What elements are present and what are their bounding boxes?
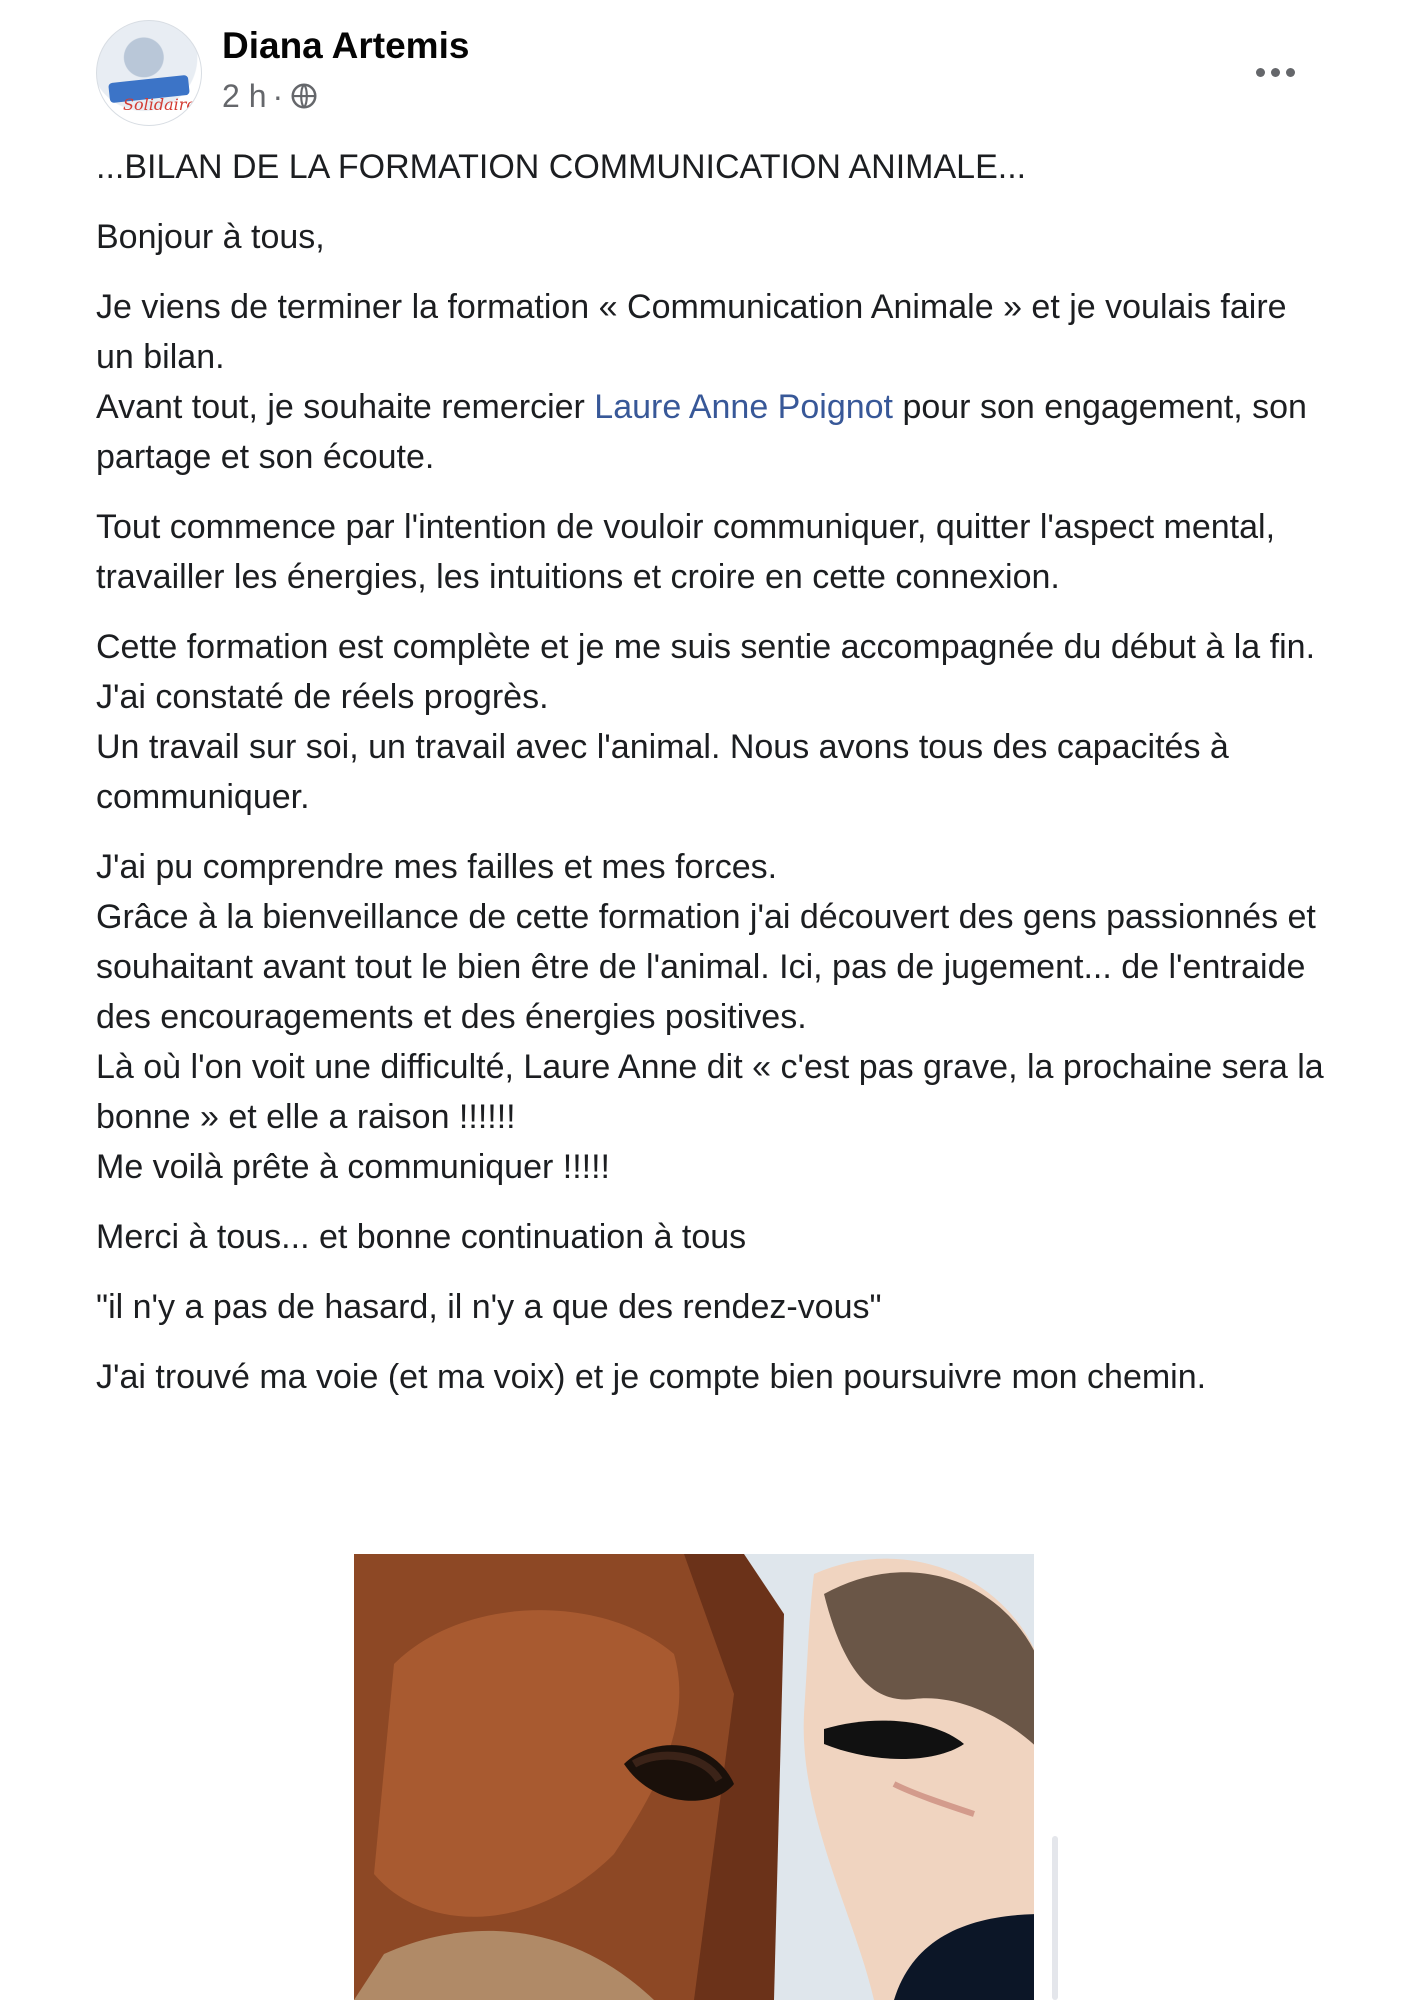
post-title: ...BILAN DE LA FORMATION COMMUNICATION ANIMALE... (96, 148, 1027, 186)
mention-link[interactable]: Laure Anne Poignot (594, 388, 893, 426)
meta-separator: · (272, 78, 284, 114)
photo-illustration (354, 1554, 1034, 2000)
timestamp[interactable]: 2 h (222, 78, 267, 114)
post-photo[interactable] (354, 1554, 1034, 2000)
post-header (96, 20, 1326, 120)
paragraph-merci: Merci à tous... et bonne continuation à tous (96, 1218, 747, 1256)
avatar-text: Solidaire (123, 95, 196, 114)
dot-icon (1256, 68, 1265, 77)
post-meta (222, 76, 319, 116)
thanks-prefix: Avant tout, je souhaite remercier (96, 388, 595, 426)
intro-line: Je viens de terminer la formation « Communication Animale » et je voulais faire un bilan. (96, 288, 1297, 376)
author-name[interactable]: Diana Artemis (222, 25, 470, 66)
paragraph-failles: J'ai pu comprendre mes failles et mes forces. Grâce à la bienveillance de cette formation j'ai découvert des gens passionnés et souhaitant avant tout le bien être de l'animal. Ici, pas de jugement... de l'entraide des encouragements et des énergies positives. Là où l'on voit une difficulté, Laure Anne dit « c'est pas grave, la prochaine sera la bonne » et elle a raison !!!!!! Me voilà prête à communiquer !!!!! (96, 848, 1324, 1186)
paragraph-formation: Cette formation est complète et je me suis sentie accompagnée du début à la fin. J'ai constaté de réels progrès. Un travail sur soi, un travail avec l'animal. Nous avons tous des capacités à communiquer. (96, 628, 1316, 816)
quote: "il n'y a pas de hasard, il n'y a que des rendez-vous" (96, 1288, 882, 1326)
thanks-suffix: pour son engagement, son partage et son écoute. (96, 388, 1317, 476)
globe-icon[interactable] (289, 81, 319, 111)
more-options-icon[interactable] (1256, 60, 1304, 84)
greeting: Bonjour à tous, (96, 218, 325, 256)
dot-icon (1286, 68, 1295, 77)
paragraph-intro (96, 282, 1326, 482)
paragraph-intention: Tout commence par l'intention de vouloir communiquer, quitter l'aspect mental, travailler les énergies, les intuitions et croire en cette connexion. (96, 508, 1285, 596)
scrollbar[interactable] (1052, 1836, 1058, 2000)
post-text (96, 142, 1326, 1422)
dot-icon (1271, 68, 1280, 77)
avatar[interactable] (96, 20, 202, 126)
closing: J'ai trouvé ma voie (et ma voix) et je compte bien poursuivre mon chemin. (96, 1358, 1207, 1396)
